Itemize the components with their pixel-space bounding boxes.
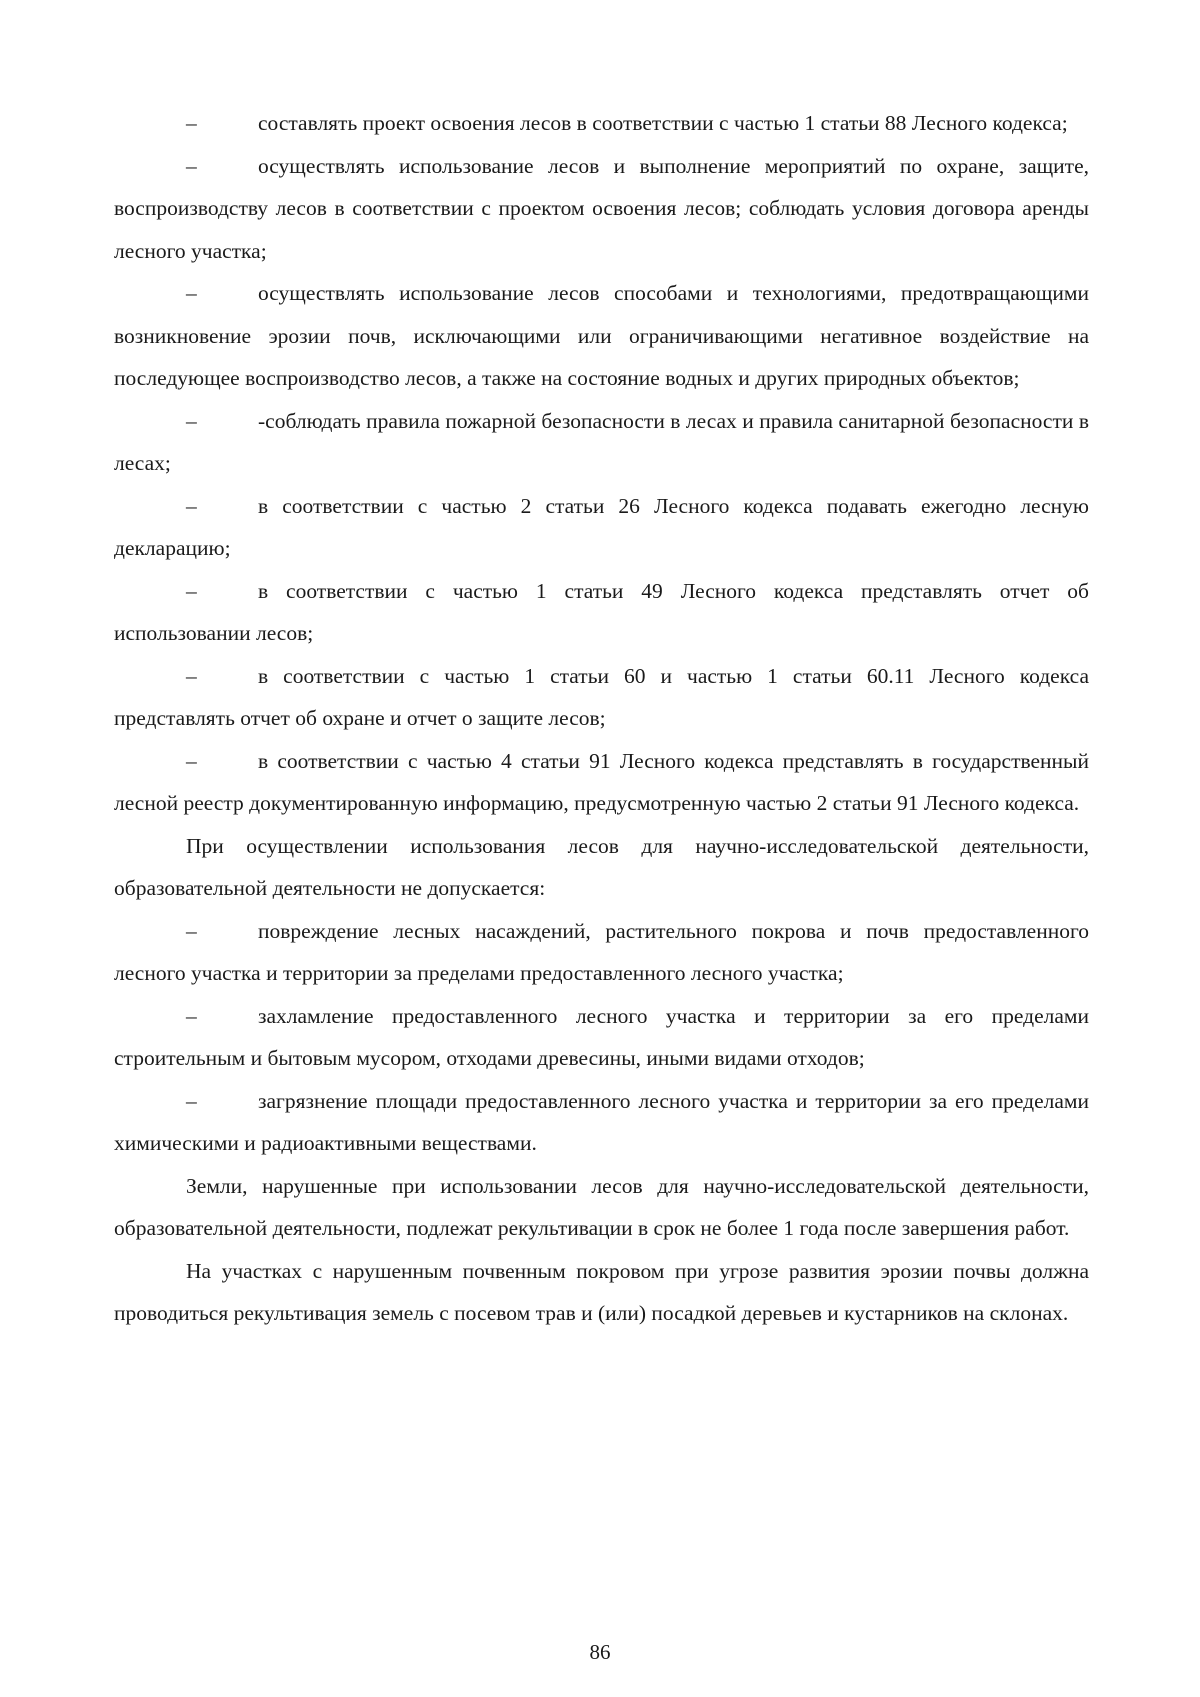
- list-item-text: -соблюдать правила пожарной безопасности в лесах и правила санитарной безопасности в лесах;: [114, 408, 1089, 475]
- prohibited-item-text: захламление предоставленного лесного участка и территории за его пределами строительным и бытовым мусором, отходами древесины, иными видами отходов;: [114, 1003, 1089, 1070]
- list-item: [114, 400, 1089, 485]
- list-item-text: в соответствии с частью 4 статьи 91 Лесного кодекса представлять в государственный лесной реестр документированную информацию, предусмотренную частью 2 статьи 91 Лесного кодекса.: [114, 748, 1089, 815]
- list-item: [114, 740, 1089, 825]
- intro-paragraph: При осуществлении использования лесов для научно-исследовательской деятельности, образовательной деятельности не допускается:: [114, 833, 1089, 900]
- list-item: [114, 145, 1089, 273]
- list-item: [114, 655, 1089, 740]
- dash-marker: –: [186, 408, 197, 433]
- list-item: [114, 570, 1089, 655]
- prohibited-item: [114, 910, 1089, 995]
- dash-marker: –: [186, 918, 197, 943]
- list-item-text: в соответствии с частью 1 статьи 49 Лесного кодекса представлять отчет об использовании лесов;: [114, 578, 1089, 645]
- dash-marker: –: [186, 281, 197, 305]
- dash-marker: –: [186, 578, 197, 603]
- list-item: [114, 272, 1089, 400]
- prohibited-item-text: загрязнение площади предоставленного лесного участка и территории за его пределами химическими и радиоактивными веществами.: [114, 1088, 1089, 1155]
- recultivation-paragraph: Земли, нарушенные при использовании лесов для научно-исследовательской деятельности, образовательной деятельности, подлежат рекультивации в срок не более 1 года после завершения работ.: [114, 1173, 1089, 1240]
- erosion-paragraph: На участках с нарушенным почвенным покровом при угрозе развития эрозии почвы должна проводиться рекультивация земель с посевом трав и (или) посадкой деревьев и кустарников на склонах.: [114, 1258, 1089, 1325]
- list-item-text: составлять проект освоения лесов в соответствии с частью 1 статьи 88 Лесного кодекса;: [258, 111, 1068, 135]
- list-item-text: в соответствии с частью 2 статьи 26 Лесного кодекса подавать ежегодно лесную декларацию;: [114, 493, 1089, 560]
- prohibited-item: [114, 995, 1089, 1080]
- dash-marker: –: [186, 1003, 197, 1028]
- list-item: [114, 485, 1089, 570]
- dash-marker: –: [186, 111, 197, 135]
- list-item-text: осуществлять использование лесов способами и технологиями, предотвращающими возникновение эрозии почв, исключающими или ограничивающими негативное воздействие на последующее воспроизводство лесов, а также на состояние водных и других природных объектов;: [114, 281, 1089, 390]
- list-item: [114, 102, 1089, 145]
- document-body: [114, 102, 1089, 1335]
- dash-marker: –: [186, 493, 197, 518]
- list-item-text: осуществлять использование лесов и выполнение мероприятий по охране, защите, воспроизводству лесов в соответствии с проектом освоения лесов; соблюдать условия договора аренды лесного участка;: [114, 153, 1089, 263]
- dash-marker: –: [186, 663, 197, 688]
- dash-marker: –: [186, 153, 197, 178]
- dash-marker: –: [186, 748, 197, 773]
- list-item-text: в соответствии с частью 1 статьи 60 и частью 1 статьи 60.11 Лесного кодекса представлять отчет об охране и отчет о защите лесов;: [114, 663, 1089, 730]
- prohibited-item: [114, 1080, 1089, 1165]
- page-number: 86: [589, 1640, 611, 1664]
- dash-marker: –: [186, 1088, 197, 1113]
- prohibited-item-text: повреждение лесных насаждений, растительного покрова и почв предоставленного лесного участка и территории за пределами предоставленного лесного участка;: [114, 918, 1089, 985]
